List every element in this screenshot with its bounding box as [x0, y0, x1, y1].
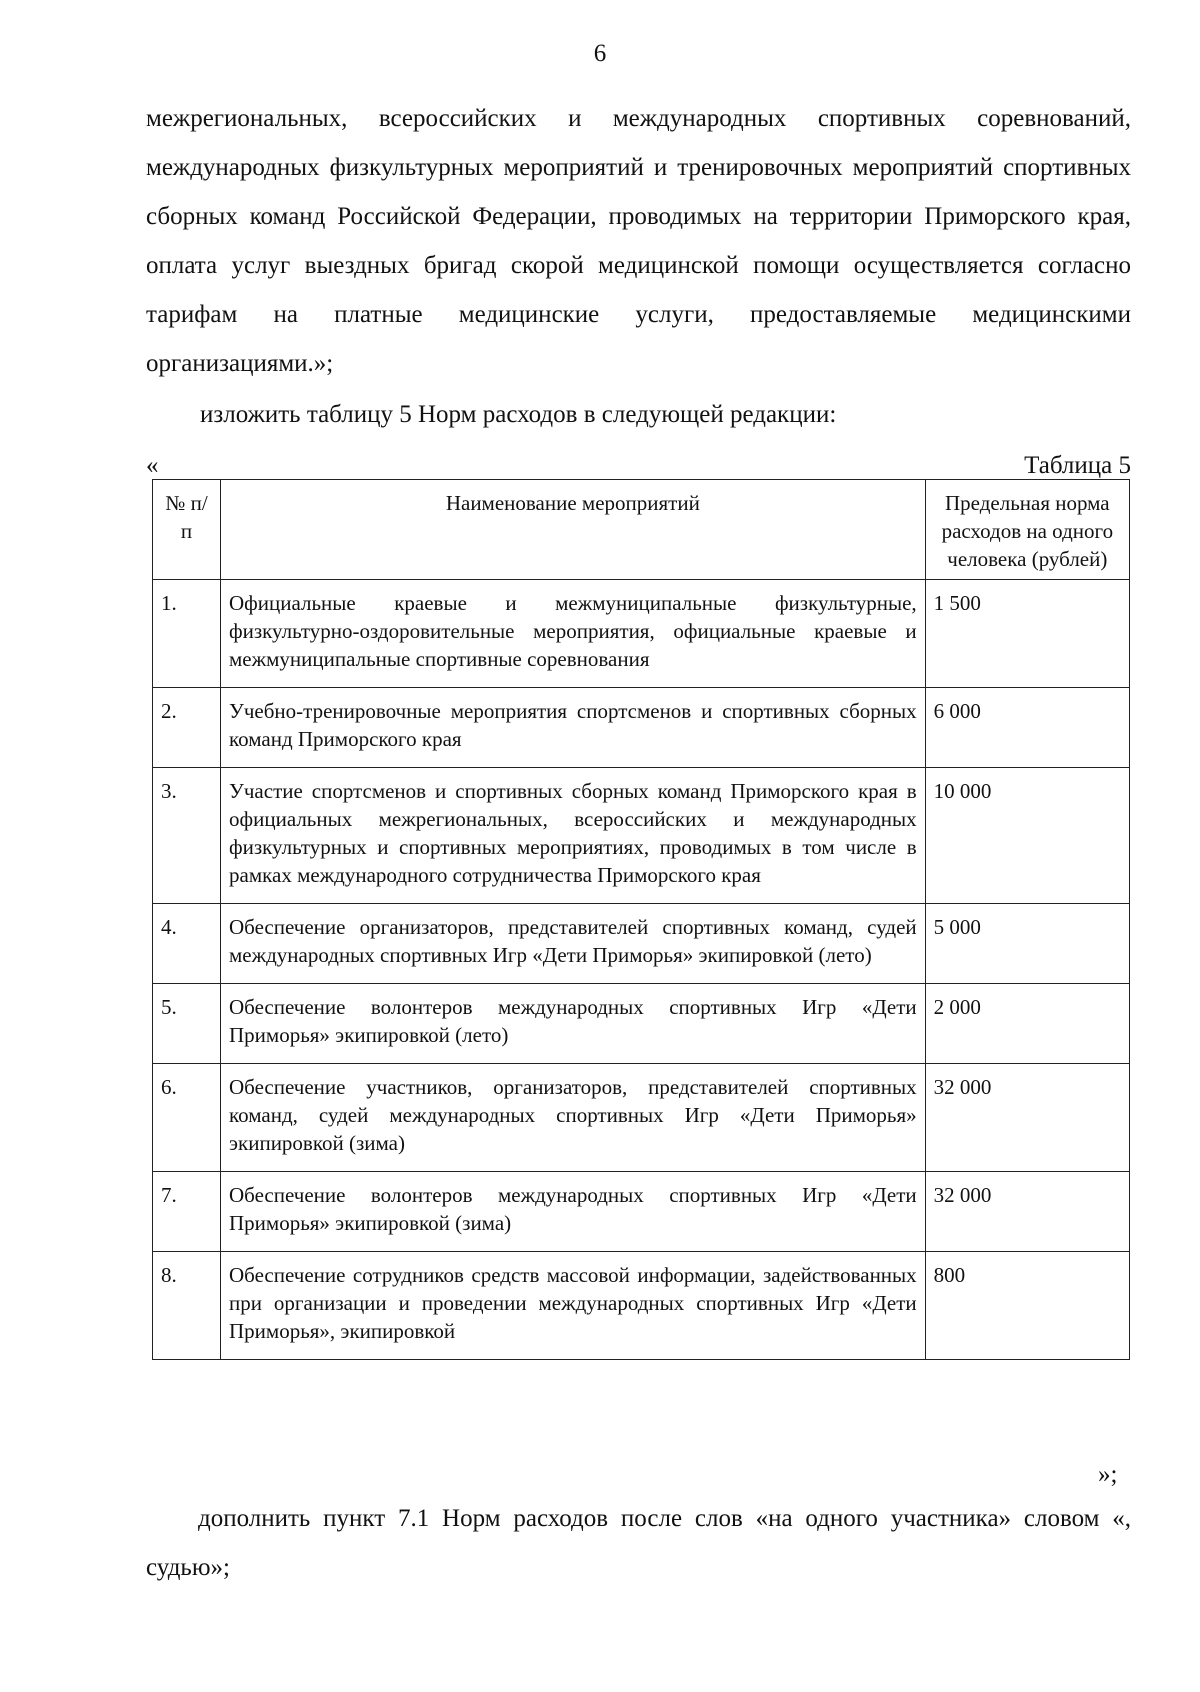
row-norm: 5 000 [925, 904, 1129, 984]
row-norm: 1 500 [925, 580, 1129, 688]
intro-paragraph: межрегиональных, всероссийских и международных спортивных соревнований, международных физкультурных мероприятий и тренировочных мероприятий спортивных сборных команд Российской Федерации, проводимых на территории Приморского края, оплата услуг выездных бригад скорой медицинской помощи осуществляется согласно тарифам на платные медицинские услуги, предоставляемые медицинскими организациями.»; [146, 105, 1131, 377]
norms-table [152, 479, 1130, 1360]
table-row [153, 768, 1130, 904]
row-num: 6. [153, 1064, 221, 1172]
row-norm: 32 000 [925, 1064, 1129, 1172]
row-num: 2. [153, 688, 221, 768]
row-name: Обеспечение участников, организаторов, представителей спортивных команд, судей международных спортивных Игр «Дети Приморья» экипировкой (зима) [221, 1064, 926, 1172]
row-name: Официальные краевые и межмуниципальные физкультурные, физкультурно-оздоровительные мероприятия, официальные краевые и межмуниципальные спортивные соревнования [221, 580, 926, 688]
table-row [153, 1064, 1130, 1172]
table-row [153, 580, 1130, 688]
header-norm: Предельная норма расходов на одного человека (рублей) [925, 480, 1129, 580]
table-row [153, 1252, 1130, 1360]
page-number: 6 [593, 40, 607, 67]
instruction-line: изложить таблицу 5 Норм расходов в следующей редакции: [200, 401, 837, 428]
row-name: Обеспечение организаторов, представителей спортивных команд, судей международных спортивных Игр «Дети Приморья» экипировкой (лето) [221, 904, 926, 984]
header-num: № п/п [153, 480, 221, 580]
outro-paragraph: дополнить пункт 7.1 Норм расходов после слов «на одного участника» словом «, судью»; [146, 1505, 1131, 1581]
row-num: 1. [153, 580, 221, 688]
row-num: 4. [153, 904, 221, 984]
row-num: 8. [153, 1252, 221, 1360]
row-name: Обеспечение сотрудников средств массовой информации, задействованных при организации и проведении международных спортивных Игр «Дети Приморья», экипировкой [221, 1252, 926, 1360]
row-name: Обеспечение волонтеров международных спортивных Игр «Дети Приморья» экипировкой (лето) [221, 984, 926, 1064]
header-name: Наименование мероприятий [221, 480, 926, 580]
row-name: Учебно-тренировочные мероприятия спортсменов и спортивных сборных команд Приморского края [221, 688, 926, 768]
row-norm: 2 000 [925, 984, 1129, 1064]
row-num: 7. [153, 1172, 221, 1252]
row-name: Обеспечение волонтеров международных спортивных Игр «Дети Приморья» экипировкой (зима) [221, 1172, 926, 1252]
table-header-row [153, 480, 1130, 580]
table-row [153, 984, 1130, 1064]
table-row [153, 1172, 1130, 1252]
row-norm: 10 000 [925, 768, 1129, 904]
row-norm: 32 000 [925, 1172, 1129, 1252]
row-num: 3. [153, 768, 221, 904]
row-norm: 6 000 [925, 688, 1129, 768]
row-num: 5. [153, 984, 221, 1064]
table-row [153, 904, 1130, 984]
row-name: Участие спортсменов и спортивных сборных команд Приморского края в официальных межрегиональных, всероссийских и международных физкультурных и спортивных мероприятиях, проводимых в том числе в рамках международного сотрудничества Приморского края [221, 768, 926, 904]
open-quote: « [146, 452, 159, 479]
table-caption: Таблица 5 [1024, 452, 1131, 479]
row-norm: 800 [925, 1252, 1129, 1360]
close-quote: »; [1098, 1461, 1118, 1488]
table-row [153, 688, 1130, 768]
